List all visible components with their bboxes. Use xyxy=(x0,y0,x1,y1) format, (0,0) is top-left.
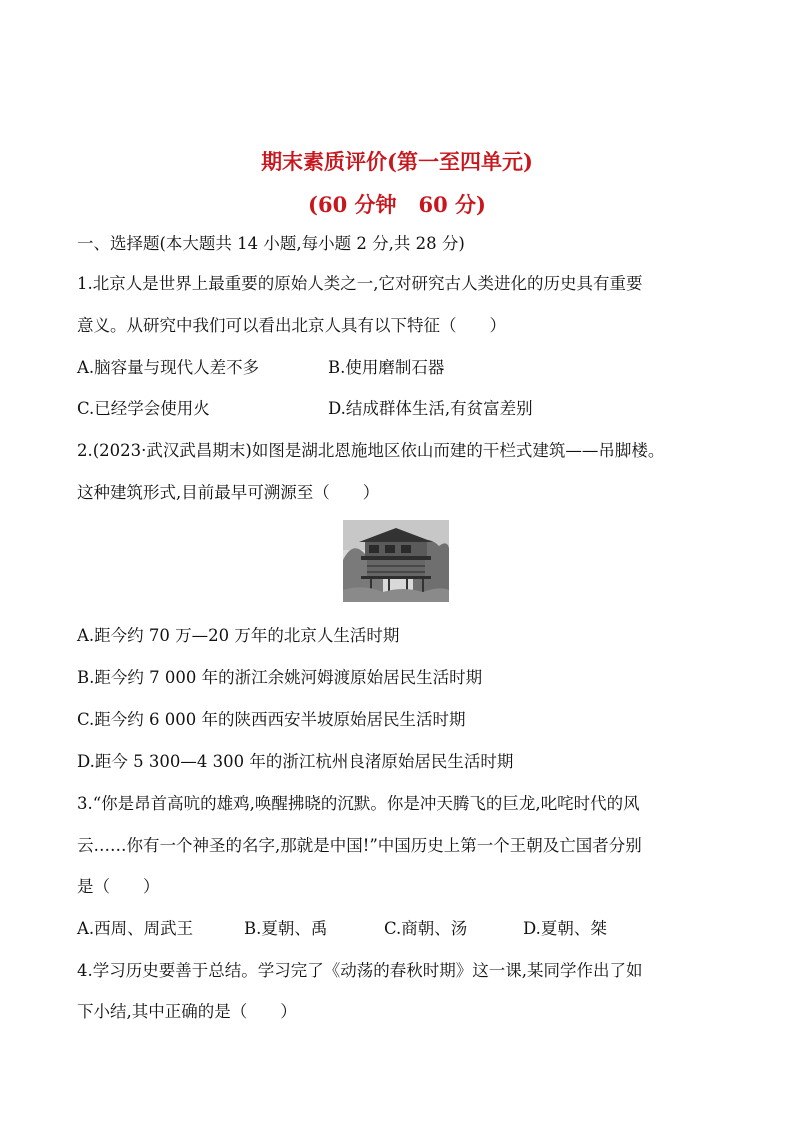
exam-title: 期末素质评价(第一至四单元) xyxy=(261,149,533,174)
q2-line-2: 这种建筑形式,目前最早可溯源至（ ） xyxy=(77,483,380,502)
q4-line-2: 下小结,其中正确的是（ ） xyxy=(77,1002,297,1021)
total-score: 60 分) xyxy=(418,192,486,217)
q2-option-c: C.距今约 6 000 年的陕西西安半坡原始居民生活时期 xyxy=(77,710,466,729)
exam-subtitle xyxy=(0,189,794,219)
time-limit: (60 分钟 xyxy=(308,192,397,217)
q1-option-a: A.脑容量与现代人差不多 xyxy=(77,358,260,377)
q1-option-c: C.已经学会使用火 xyxy=(77,399,210,418)
q3-line-1: 3.“你是昂首高吭的雄鸡,唤醒拂晓的沉默。你是冲天腾飞的巨龙,叱咤时代的风 xyxy=(77,794,640,813)
q1-line-1: 1.北京人是世界上最重要的原始人类之一,它对研究古人类进化的历史具有重要 xyxy=(77,274,643,293)
q3-option-a: A.西周、周武王 xyxy=(77,919,194,938)
q1-option-d: D.结成群体生活,有贫富差别 xyxy=(328,399,533,418)
q1-option-b: B.使用磨制石器 xyxy=(328,358,445,377)
q2-option-d: D.距今 5 300—4 300 年的浙江杭州良渚原始居民生活时期 xyxy=(77,752,514,771)
q3-option-d: D.夏朝、桀 xyxy=(523,919,607,938)
q3-option-c: C.商朝、汤 xyxy=(384,919,468,938)
q1-line-2: 意义。从研究中我们可以看出北京人具有以下特征（ ） xyxy=(77,316,506,335)
q4-line-1: 4.学习历史要善于总结。学习完了《动荡的春秋时期》这一课,某同学作出了如 xyxy=(77,961,643,980)
q2-option-a: A.距今约 70 万—20 万年的北京人生活时期 xyxy=(77,626,400,645)
q2-line-1: 2.(2023·武汉武昌期末)如图是湖北恩施地区依山而建的干栏式建筑——吊脚楼。 xyxy=(77,441,665,460)
stilt-house-photo xyxy=(343,520,449,602)
section-heading: 一、选择题(本大题共 14 小题,每小题 2 分,共 28 分) xyxy=(77,234,465,253)
q3-line-2: 云……你有一个神圣的名字,那就是中国!”中国历史上第一个王朝及亡国者分别 xyxy=(77,836,642,855)
q3-option-b: B.夏朝、禹 xyxy=(244,919,328,938)
q2-option-b: B.距今约 7 000 年的浙江余姚河姆渡原始居民生活时期 xyxy=(77,668,483,687)
q3-line-3: 是（ ） xyxy=(77,877,160,896)
